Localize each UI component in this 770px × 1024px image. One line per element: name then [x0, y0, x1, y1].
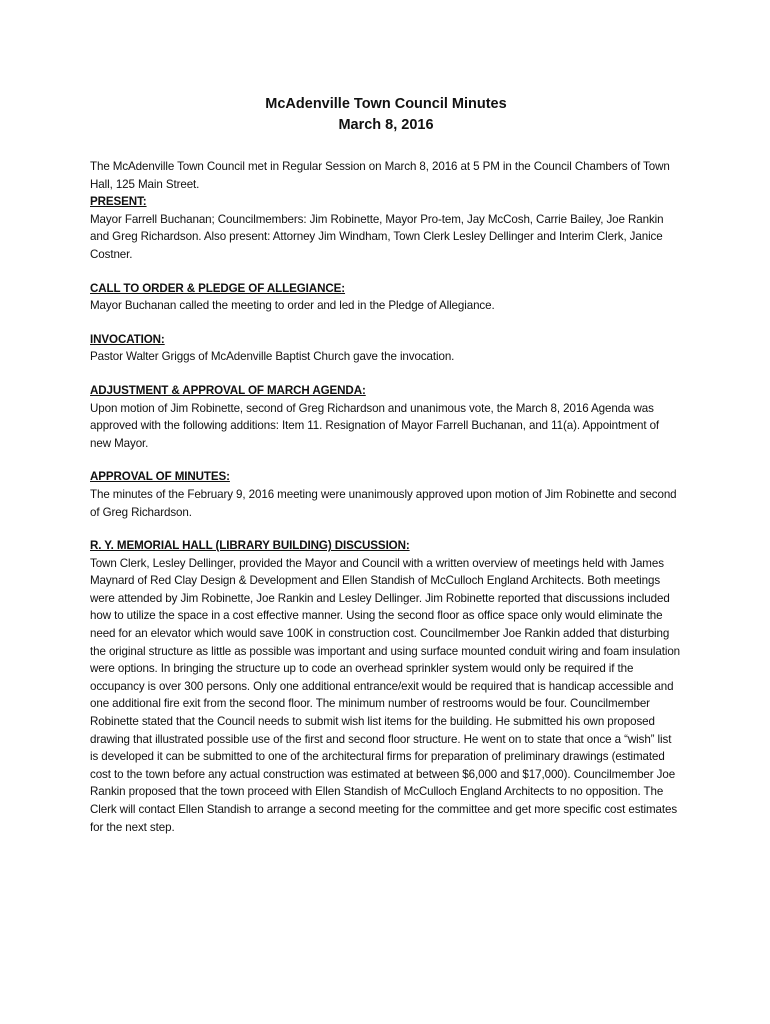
section-heading: R. Y. MEMORIAL HALL (LIBRARY BUILDING) DISCUSSION:	[90, 539, 410, 553]
section-body: Mayor Buchanan called the meeting to order and led in the Pledge of Allegiance.	[90, 299, 495, 313]
document-date: March 8, 2016	[338, 117, 434, 133]
document-page	[90, 94, 682, 852]
section-heading: INVOCATION:	[90, 332, 165, 346]
section-approval-of-minutes	[90, 468, 682, 521]
section-body: Town Clerk, Lesley Dellinger, provided the Mayor and Council with a written overview of meetings held with James Maynard of Red Clay Design & Development and Ellen Standish of McCulloch England Architects. Both meetings were attended by Jim Robinette, Joe Rankin and Lesley Dellinger. Jim Robinette reported that discussions included how to utilize the space in a cost effective manner. Using the second floor as office space only would eliminate the need for an elevator which would save 100K in construction cost. Councilmember Joe Rankin added that disturbing the original structure as little as possible was important and using surface mounted conduit wiring and foam insulation were options. In bringing the structure up to code an overhead sprinkler system would only be required if the occupancy is over 300 persons. Only one additional entrance/exit would be required that is handicap accessible and one additional fire exit from the second floor. The minimum number of restrooms would be four. Councilmember Robinette stated that the Council needs to submit wish list items for the building. He submitted his own proposed drawing that illustrated possible use of the first and second floor structure. He went on to state that once a “wish” list is developed it can be submitted to one of the architectural firms for preparation of preliminary drawings (estimated cost to the town before any actual construction was estimated at between $6,000 and $17,000). Councilmember Joe Rankin proposed that the town proceed with Ellen Standish of McCulloch England Architects to no opposition. The Clerk will contact Ellen Standish to arrange a second meeting for the committee and get more specific cost estimates for the next step.	[90, 556, 681, 834]
section-body: Upon motion of Jim Robinette, second of Greg Richardson and unanimous vote, the March 8, 2016 Agenda was approved with the following additions: Item 11. Resignation of Mayor Farrell Buchanan, and 11(a). Appointment of new Mayor.	[90, 401, 660, 450]
section-invocation	[90, 331, 682, 366]
section-heading: APPROVAL OF MINUTES:	[90, 470, 230, 484]
section-heading: CALL TO ORDER & PLEDGE OF ALLEGIANCE:	[90, 281, 346, 295]
section-call-to-order	[90, 280, 682, 315]
section-present	[90, 193, 682, 263]
section-agenda-approval	[90, 382, 682, 452]
section-memorial-hall-discussion	[90, 537, 682, 836]
section-body: Mayor Farrell Buchanan; Councilmembers: Jim Robinette, Mayor Pro-tem, Jay McCosh, Carrie Bailey, Joe Rankin and Greg Richardson. Also present: Attorney Jim Windham, Town Clerk Lesley Dellinger and Interim Clerk, Janice Costner.	[90, 212, 664, 261]
section-body: The minutes of the February 9, 2016 meeting were unanimously approved upon motion of Jim Robinette and second of Greg Richardson.	[90, 487, 677, 519]
section-heading: ADJUSTMENT & APPROVAL OF MARCH AGENDA:	[90, 383, 366, 397]
document-title: McAdenville Town Council Minutes	[265, 96, 507, 112]
section-body: Pastor Walter Griggs of McAdenville Baptist Church gave the invocation.	[90, 350, 455, 364]
section-heading: PRESENT:	[90, 195, 147, 209]
intro-paragraph: The McAdenville Town Council met in Regular Session on March 8, 2016 at 5 PM in the Council Chambers of Town Hall, 125 Main Street.	[90, 160, 670, 191]
